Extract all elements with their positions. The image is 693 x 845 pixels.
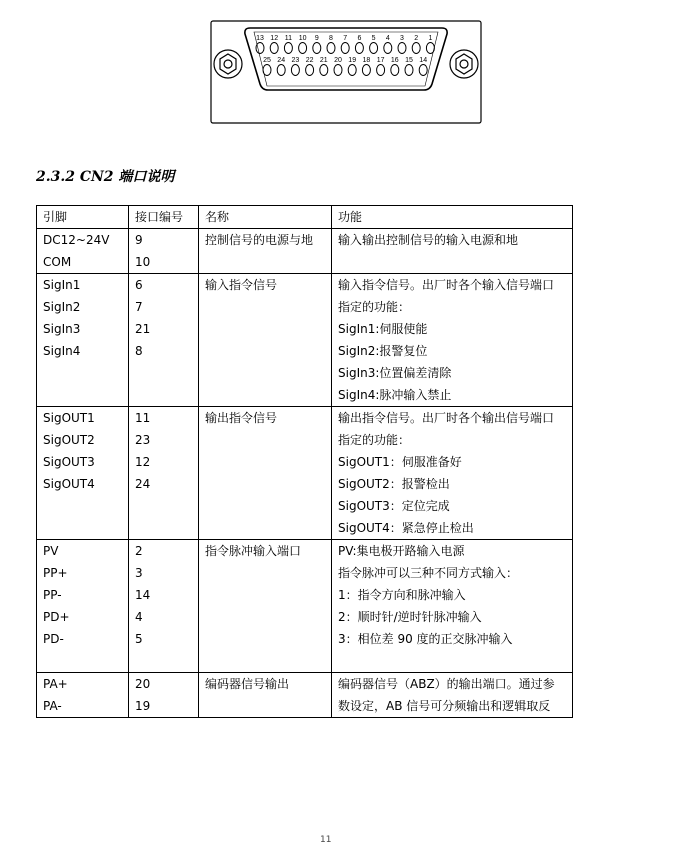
pin-number-label: 20 xyxy=(334,57,342,64)
number-cell-line: 23 xyxy=(135,433,151,447)
table-row xyxy=(37,540,573,673)
pin-cell xyxy=(37,407,129,540)
function-cell-line: PV:集电极开路输入电源 xyxy=(338,544,465,558)
pin-cell-line: PD- xyxy=(43,632,64,646)
pin-number-label: 8 xyxy=(329,35,333,42)
name-cell xyxy=(199,274,332,407)
db25-connector-diagram xyxy=(210,20,482,125)
number-cell-line: 14 xyxy=(135,588,151,602)
connector-pin xyxy=(313,43,321,54)
pin-cell-line: SigIn1 xyxy=(43,278,81,292)
number-cell xyxy=(129,673,199,718)
table-header-row xyxy=(37,206,573,229)
section-title: 2.3.2 CN2 端口说明 xyxy=(36,169,175,185)
number-cell-line: 19 xyxy=(135,699,151,713)
number-cell-line: 12 xyxy=(135,455,151,469)
pin-cell xyxy=(37,274,129,407)
name-cell xyxy=(199,673,332,718)
pin-cell-line: SigOUT3 xyxy=(43,455,95,469)
connector-pin xyxy=(384,43,392,54)
pin-number-label: 11 xyxy=(284,35,293,42)
pin-number-label: 12 xyxy=(270,35,279,42)
pin-number-label: 24 xyxy=(277,57,286,64)
connector-bottom-pins xyxy=(263,57,427,76)
connector-pin xyxy=(405,65,413,76)
table-row xyxy=(37,673,573,718)
signal-name: 控制信号的电源与地 xyxy=(205,233,314,247)
function-cell-line: SigOUT3：定位完成 xyxy=(338,499,450,513)
pin-number-label: 19 xyxy=(348,57,357,64)
pin-cell xyxy=(37,673,129,718)
function-cell-line: 2：顺时针/逆时针脉冲输入 xyxy=(338,610,482,624)
function-cell-line: 1：指令方向和脉冲输入 xyxy=(338,588,466,602)
connector-pin xyxy=(341,43,349,54)
number-cell-line: 5 xyxy=(135,632,143,646)
number-cell-line: 6 xyxy=(135,278,143,292)
signal-name: 编码器信号输出 xyxy=(205,677,290,691)
number-cell-line: 8 xyxy=(135,344,143,358)
header-pin: 引脚 xyxy=(37,206,129,229)
pin-cell-line: COM xyxy=(43,255,72,269)
pin-number-label: 14 xyxy=(419,57,428,64)
pin-cell-line: SigIn3 xyxy=(43,322,81,336)
pin-number-label: 21 xyxy=(319,57,328,64)
number-cell-line: 10 xyxy=(135,255,151,269)
pin-number-label: 3 xyxy=(400,35,404,42)
pin-number-label: 17 xyxy=(376,57,385,64)
pin-number-label: 15 xyxy=(405,57,413,64)
pin-cell-line: PP+ xyxy=(43,566,68,580)
pin-cell-line: SigIn4 xyxy=(43,344,81,358)
connector-pin xyxy=(370,43,378,54)
signal-name: 输出指令信号 xyxy=(205,411,278,425)
pin-number-label: 23 xyxy=(291,57,300,64)
pin-cell-line: PP- xyxy=(43,588,62,602)
number-cell-line: 4 xyxy=(135,610,143,624)
function-cell-line: SigIn1:伺服使能 xyxy=(338,322,428,336)
header-function: 功能 xyxy=(332,206,573,229)
pin-cell-line: SigIn2 xyxy=(43,300,81,314)
pin-number-label: 4 xyxy=(385,35,390,42)
number-cell-line: 7 xyxy=(135,300,143,314)
function-cell-line: SigIn3:位置偏差清除 xyxy=(338,366,452,380)
function-cell xyxy=(332,407,573,540)
function-cell-line: 输出指令信号。出厂时各个输出信号端口 xyxy=(338,411,555,425)
number-cell-line: 11 xyxy=(135,411,151,425)
number-cell xyxy=(129,229,199,274)
pin-cell-line: SigOUT2 xyxy=(43,433,95,447)
pin-number-label: 16 xyxy=(390,57,399,64)
function-cell-line: 编码器信号（ABZ）的输出端口。通过参 xyxy=(338,677,555,691)
pin-number-label: 1 xyxy=(428,35,433,42)
table-row xyxy=(37,229,573,274)
function-cell-line: 数设定，AB 信号可分频输出和逻辑取反 xyxy=(338,699,551,713)
connector-pin xyxy=(362,65,370,76)
number-cell-line: 2 xyxy=(135,544,143,558)
table-row xyxy=(37,274,573,407)
function-cell-line: 输入输出控制信号的输入电源和地 xyxy=(338,233,519,247)
pin-cell xyxy=(37,229,129,274)
pin-cell-line: SigOUT1 xyxy=(43,411,95,425)
function-cell-line: SigOUT1：伺服准备好 xyxy=(338,455,462,469)
function-cell-line: 指定的功能： xyxy=(338,433,411,447)
header-number: 接口编号 xyxy=(129,206,199,229)
table-row xyxy=(37,407,573,540)
function-cell-line: 指定的功能： xyxy=(338,300,411,314)
function-cell-line: SigOUT2：报警检出 xyxy=(338,477,450,491)
pin-number-label: 13 xyxy=(256,35,264,42)
function-cell xyxy=(332,540,573,673)
name-cell xyxy=(199,540,332,673)
connector-pin xyxy=(355,43,363,54)
connector-pin xyxy=(291,65,299,76)
connector-pin xyxy=(263,65,271,76)
name-cell xyxy=(199,407,332,540)
function-cell xyxy=(332,229,573,274)
connector-pin xyxy=(391,65,399,76)
pin-number-label: 9 xyxy=(314,35,319,42)
number-cell-line: 20 xyxy=(135,677,151,691)
connector-pin xyxy=(377,65,385,76)
connector-pin xyxy=(306,65,314,76)
pin-number-label: 7 xyxy=(343,35,348,42)
pin-cell-line: PA- xyxy=(43,699,62,713)
number-cell-line: 9 xyxy=(135,233,143,247)
connector-top-pins xyxy=(256,35,434,54)
cn2-pin-table xyxy=(36,205,573,718)
number-cell xyxy=(129,407,199,540)
connector-pin xyxy=(284,43,292,54)
function-cell-line: SigOUT4：紧急停止检出 xyxy=(338,521,474,535)
pin-cell-line: SigOUT4 xyxy=(43,477,95,491)
function-cell xyxy=(332,673,573,718)
connector-pin xyxy=(426,43,434,54)
function-cell-line: 指令脉冲可以三种不同方式输入： xyxy=(338,566,519,580)
pin-number-label: 25 xyxy=(263,57,271,64)
function-cell xyxy=(332,274,573,407)
pin-cell-line: PV xyxy=(43,544,59,558)
number-cell-line: 3 xyxy=(135,566,143,580)
pin-cell-line: DC12~24V xyxy=(43,233,110,247)
connector-pin xyxy=(334,65,342,76)
function-cell-line: 3：相位差 90 度的正交脉冲输入 xyxy=(338,632,513,646)
pin-number-label: 6 xyxy=(357,35,362,42)
connector-pin xyxy=(277,65,285,76)
name-cell xyxy=(199,229,332,274)
pin-cell-line: PD+ xyxy=(43,610,70,624)
pin-number-label: 10 xyxy=(298,35,307,42)
connector-pin xyxy=(419,65,427,76)
number-cell-line: 21 xyxy=(135,322,151,336)
pin-number-label: 2 xyxy=(414,35,419,42)
pin-number-label: 18 xyxy=(362,57,371,64)
connector-pin xyxy=(256,43,264,54)
connector-pin xyxy=(348,65,356,76)
pin-number-label: 22 xyxy=(305,57,314,64)
connector-pin xyxy=(320,65,328,76)
connector-pin xyxy=(412,43,420,54)
function-cell-line: SigIn2:报警复位 xyxy=(338,344,428,358)
connector-pin xyxy=(327,43,335,54)
connector-pin xyxy=(270,43,278,54)
connector-pin xyxy=(299,43,307,54)
signal-name: 指令脉冲输入端口 xyxy=(205,544,302,558)
function-cell-line: SigIn4:脉冲输入禁止 xyxy=(338,388,452,402)
number-cell xyxy=(129,274,199,407)
number-cell-line: 24 xyxy=(135,477,151,491)
header-name: 名称 xyxy=(199,206,332,229)
pin-cell xyxy=(37,540,129,673)
number-cell xyxy=(129,540,199,673)
pin-cell-line: PA+ xyxy=(43,677,68,691)
signal-name: 输入指令信号 xyxy=(205,278,278,292)
page-number: 11 xyxy=(320,835,332,845)
function-cell-line: 输入指令信号。出厂时各个输入信号端口 xyxy=(338,278,555,292)
pin-number-label: 5 xyxy=(371,35,376,42)
connector-pin xyxy=(398,43,406,54)
